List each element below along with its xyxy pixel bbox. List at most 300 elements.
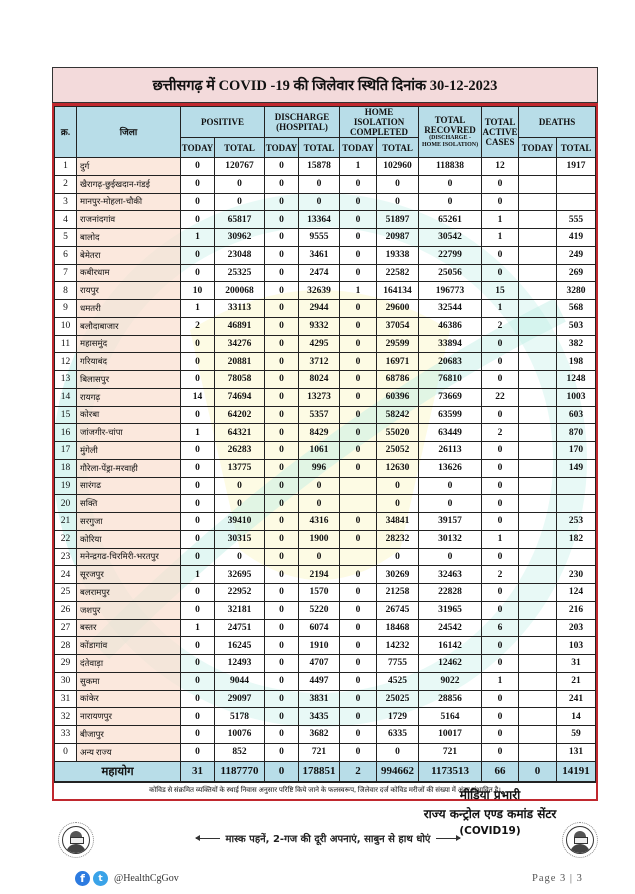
row-district: दुर्ग xyxy=(77,158,181,176)
row-district: गरियाबंद xyxy=(77,353,181,371)
cell-pos-total: 30962 xyxy=(215,229,265,247)
cell-dis-today: 0 xyxy=(265,566,299,584)
cell-death-today xyxy=(519,708,557,726)
cell-dis-total: 2944 xyxy=(299,300,340,318)
cell-pos-today: 14 xyxy=(181,388,215,406)
header-discharge: DISCHARGE (HOSPITAL) xyxy=(265,107,340,138)
cell-dis-today: 0 xyxy=(265,743,299,761)
cell-pos-today: 10 xyxy=(181,282,215,300)
cell-pos-total: 0 xyxy=(215,193,265,211)
cell-active: 0 xyxy=(482,548,519,566)
cell-dis-today: 0 xyxy=(265,513,299,531)
cell-recovered: 721 xyxy=(419,743,482,761)
cell-hi-total: 14232 xyxy=(377,637,419,655)
row-sn: 7 xyxy=(55,264,77,282)
cell-dis-today: 0 xyxy=(265,548,299,566)
row-sn: 11 xyxy=(55,335,77,353)
header-total-recovered xyxy=(419,107,482,158)
cell-active: 0 xyxy=(482,726,519,744)
row-sn: 30 xyxy=(55,672,77,690)
header-deaths: DEATHS xyxy=(519,107,596,138)
cell-dis-total: 4497 xyxy=(299,672,340,690)
cell-pos-today: 0 xyxy=(181,601,215,619)
cell-hi-today: 0 xyxy=(340,619,377,637)
cell-death-today xyxy=(519,513,557,531)
cell-hi-total: 29600 xyxy=(377,300,419,318)
cell-pos-today: 0 xyxy=(181,690,215,708)
cell-active: 0 xyxy=(482,459,519,477)
cell-pos-today: 0 xyxy=(181,743,215,761)
table-row xyxy=(55,708,596,726)
cell-hi-total: 34841 xyxy=(377,513,419,531)
cell-hi-today: 0 xyxy=(340,175,377,193)
row-district: कोंडागांव xyxy=(77,637,181,655)
table-row xyxy=(55,175,596,193)
cell-dis-total: 0 xyxy=(299,548,340,566)
cell-dis-today: 0 xyxy=(265,726,299,744)
cell-recovered: 39157 xyxy=(419,513,482,531)
cell-active: 1 xyxy=(482,229,519,247)
cell-death-today xyxy=(519,584,557,602)
table-row xyxy=(55,388,596,406)
cell-dis-total: 4316 xyxy=(299,513,340,531)
cell-active: 2 xyxy=(482,424,519,442)
cell-dis-total: 6074 xyxy=(299,619,340,637)
row-district: रायपुर xyxy=(77,282,181,300)
cell-hi-total: 28232 xyxy=(377,530,419,548)
cell-pos-total: 29097 xyxy=(215,690,265,708)
cell-recovered: 5164 xyxy=(419,708,482,726)
cell-death-total: 14 xyxy=(557,708,596,726)
row-sn: 13 xyxy=(55,371,77,389)
cell-hi-today: 0 xyxy=(340,317,377,335)
row-district: खैरागढ़-छुईखदान-गंडई xyxy=(77,175,181,193)
cell-hi-total: 0 xyxy=(377,495,419,513)
cell-pos-total: 200068 xyxy=(215,282,265,300)
cell-recovered: 118838 xyxy=(419,158,482,176)
row-sn: 26 xyxy=(55,601,77,619)
cell-pos-today: 1 xyxy=(181,229,215,247)
cell-active: 15 xyxy=(482,282,519,300)
cell-death-total: 198 xyxy=(557,353,596,371)
row-sn: 10 xyxy=(55,317,77,335)
cell-hi-today: 0 xyxy=(340,566,377,584)
cell-death-total: 124 xyxy=(557,584,596,602)
header-pos-total: TOTAL xyxy=(215,138,265,158)
cell-death-today xyxy=(519,442,557,460)
cell-pos-today: 0 xyxy=(181,158,215,176)
table-row xyxy=(55,495,596,513)
row-sn: 31 xyxy=(55,690,77,708)
cell-hi-today: 0 xyxy=(340,708,377,726)
row-district: मनेन्द्रगढ-चिरमिरी-भरतपुर xyxy=(77,548,181,566)
cell-pos-total: 34276 xyxy=(215,335,265,353)
row-sn: 1 xyxy=(55,158,77,176)
cell-dis-today: 0 xyxy=(265,477,299,495)
cell-pos-total: 12493 xyxy=(215,655,265,673)
row-sn: 17 xyxy=(55,442,77,460)
cell-active: 2 xyxy=(482,317,519,335)
cell-pos-today: 0 xyxy=(181,672,215,690)
row-district: धमतरी xyxy=(77,300,181,318)
row-district: बस्तर xyxy=(77,619,181,637)
table-row xyxy=(55,672,596,690)
table-row xyxy=(55,513,596,531)
cell-hi-today: 0 xyxy=(340,743,377,761)
row-district: कोरबा xyxy=(77,406,181,424)
cell-recovered: 16142 xyxy=(419,637,482,655)
table-row xyxy=(55,619,596,637)
cell-death-today xyxy=(519,655,557,673)
cell-death-total: 149 xyxy=(557,459,596,477)
cell-recovered: 33894 xyxy=(419,335,482,353)
header-total-active: TOTAL ACTIVE CASES xyxy=(482,107,519,158)
table-row xyxy=(55,690,596,708)
cell-pos-today: 0 xyxy=(181,193,215,211)
cell-pos-total: 30315 xyxy=(215,530,265,548)
cell-death-today xyxy=(519,406,557,424)
table-row xyxy=(55,317,596,335)
cell-pos-total: 5178 xyxy=(215,708,265,726)
cell-active: 0 xyxy=(482,406,519,424)
cell-hi-today: 0 xyxy=(340,655,377,673)
facebook-icon[interactable]: f xyxy=(75,871,90,886)
cell-recovered: 0 xyxy=(419,193,482,211)
social-handle[interactable]: @HealthCgGov xyxy=(114,873,179,884)
cell-dis-total: 996 xyxy=(299,459,340,477)
row-district: महासमुंद xyxy=(77,335,181,353)
cell-death-today xyxy=(519,548,557,566)
table-row xyxy=(55,229,596,247)
cell-death-today xyxy=(519,726,557,744)
row-sn: 23 xyxy=(55,548,77,566)
cell-dis-total: 2474 xyxy=(299,264,340,282)
cell-pos-total: 9044 xyxy=(215,672,265,690)
cell-recovered: 30132 xyxy=(419,530,482,548)
cell-death-total: 3280 xyxy=(557,282,596,300)
media-line-1: मीडिया प्रभारी xyxy=(459,788,521,802)
cell-pos-total: 0 xyxy=(215,495,265,513)
cell-recovered: 63449 xyxy=(419,424,482,442)
cell-pos-total: 46891 xyxy=(215,317,265,335)
header-dis-today: TODAY xyxy=(265,138,299,158)
cell-hi-total: 30269 xyxy=(377,566,419,584)
cell-dis-total: 4707 xyxy=(299,655,340,673)
table-body xyxy=(55,158,596,762)
cell-death-total: 230 xyxy=(557,566,596,584)
table-row xyxy=(55,406,596,424)
header-hi-total: TOTAL xyxy=(377,138,419,158)
cell-hi-today: 0 xyxy=(340,672,377,690)
cell-dis-today: 0 xyxy=(265,264,299,282)
cell-hi-today: 0 xyxy=(340,388,377,406)
cell-active: 6 xyxy=(482,619,519,637)
cell-dis-today: 0 xyxy=(265,459,299,477)
cell-dis-today: 0 xyxy=(265,495,299,513)
table-row xyxy=(55,566,596,584)
media-line-3: (COVID19) xyxy=(459,825,521,837)
cell-dis-total: 0 xyxy=(299,193,340,211)
cell-recovered: 24542 xyxy=(419,619,482,637)
media-line-2: राज्य कन्ट्रोल एण्ड कमांड सेंटर xyxy=(423,807,557,821)
total-label: महायोग xyxy=(55,761,181,781)
header-death-today: TODAY xyxy=(519,138,557,158)
cell-dis-today: 0 xyxy=(265,530,299,548)
cell-dis-today: 0 xyxy=(265,442,299,460)
cell-recovered: 25056 xyxy=(419,264,482,282)
cell-active: 0 xyxy=(482,655,519,673)
cell-dis-total: 1061 xyxy=(299,442,340,460)
row-district: बिलासपुर xyxy=(77,371,181,389)
cell-hi-today: 0 xyxy=(340,371,377,389)
cell-pos-today: 0 xyxy=(181,264,215,282)
arrow-left-icon xyxy=(196,838,220,839)
row-sn: 32 xyxy=(55,708,77,726)
header-total-recovered-label: TOTAL RECOVRED xyxy=(424,115,476,135)
cell-death-today xyxy=(519,566,557,584)
cell-death-today xyxy=(519,335,557,353)
row-district: रायगढ़ xyxy=(77,388,181,406)
cell-dis-today: 0 xyxy=(265,424,299,442)
cell-death-total: 170 xyxy=(557,442,596,460)
row-sn: 9 xyxy=(55,300,77,318)
cell-dis-today: 0 xyxy=(265,584,299,602)
total-pos-total: 1187770 xyxy=(215,761,265,781)
cell-dis-today: 0 xyxy=(265,406,299,424)
cell-death-total xyxy=(557,193,596,211)
cell-dis-total: 3831 xyxy=(299,690,340,708)
cell-hi-total: 19338 xyxy=(377,246,419,264)
cell-hi-total: 164134 xyxy=(377,282,419,300)
table-row xyxy=(55,459,596,477)
cell-recovered: 0 xyxy=(419,175,482,193)
cell-hi-total: 18468 xyxy=(377,619,419,637)
table-row xyxy=(55,300,596,318)
cell-active: 1 xyxy=(482,300,519,318)
cell-dis-today: 0 xyxy=(265,158,299,176)
table-row xyxy=(55,530,596,548)
cell-pos-today: 0 xyxy=(181,708,215,726)
cell-dis-today: 0 xyxy=(265,317,299,335)
row-district: बालोद xyxy=(77,229,181,247)
cell-dis-total: 15878 xyxy=(299,158,340,176)
total-active: 66 xyxy=(482,761,519,781)
cell-pos-today: 0 xyxy=(181,246,215,264)
row-district: सरगुजा xyxy=(77,513,181,531)
total-death-total: 14191 xyxy=(557,761,596,781)
cell-active: 0 xyxy=(482,743,519,761)
cell-recovered: 196773 xyxy=(419,282,482,300)
cell-hi-total: 0 xyxy=(377,743,419,761)
cell-dis-today: 0 xyxy=(265,672,299,690)
cell-death-total: 253 xyxy=(557,513,596,531)
cell-hi-total: 37054 xyxy=(377,317,419,335)
cell-death-today xyxy=(519,619,557,637)
cell-active: 12 xyxy=(482,158,519,176)
cell-dis-total: 13364 xyxy=(299,211,340,229)
cell-death-total: 241 xyxy=(557,690,596,708)
masked-woman-icon xyxy=(58,822,94,858)
cell-active: 0 xyxy=(482,264,519,282)
header-pos-today: TODAY xyxy=(181,138,215,158)
row-district: कबीरधाम xyxy=(77,264,181,282)
table-row xyxy=(55,424,596,442)
cell-active: 0 xyxy=(482,495,519,513)
table-row xyxy=(55,282,596,300)
cell-active: 0 xyxy=(482,353,519,371)
cell-pos-today: 0 xyxy=(181,548,215,566)
cell-death-total: 870 xyxy=(557,424,596,442)
cell-pos-total: 0 xyxy=(215,477,265,495)
total-row xyxy=(55,761,596,781)
cell-recovered: 76810 xyxy=(419,371,482,389)
cell-hi-total: 58242 xyxy=(377,406,419,424)
cell-death-today xyxy=(519,175,557,193)
cell-death-total: 503 xyxy=(557,317,596,335)
header-sn: क्र. xyxy=(55,107,77,158)
page-number: Page 3 | 3 xyxy=(532,873,583,884)
cell-dis-total: 13273 xyxy=(299,388,340,406)
cell-death-total xyxy=(557,175,596,193)
cell-recovered: 32463 xyxy=(419,566,482,584)
slogan-text: मास्क पहनें, 2-गज की दूरी अपनाएं, साबुन से हाथ धोएं xyxy=(225,834,431,845)
cell-hi-total: 25052 xyxy=(377,442,419,460)
cell-active: 0 xyxy=(482,246,519,264)
cell-death-total: 555 xyxy=(557,211,596,229)
cell-pos-today: 0 xyxy=(181,584,215,602)
cell-dis-total: 8024 xyxy=(299,371,340,389)
header-dis-total: TOTAL xyxy=(299,138,340,158)
row-sn: 16 xyxy=(55,424,77,442)
twitter-icon[interactable]: t xyxy=(93,871,108,886)
cell-dis-today: 0 xyxy=(265,637,299,655)
row-sn: 14 xyxy=(55,388,77,406)
row-district: बेमेतरा xyxy=(77,246,181,264)
total-dis-total: 178851 xyxy=(299,761,340,781)
cell-dis-today: 0 xyxy=(265,619,299,637)
row-sn: 8 xyxy=(55,282,77,300)
cell-recovered: 30542 xyxy=(419,229,482,247)
table-row xyxy=(55,193,596,211)
total-death-today: 0 xyxy=(519,761,557,781)
row-district: सक्ति xyxy=(77,495,181,513)
cell-pos-total: 74694 xyxy=(215,388,265,406)
cell-dis-today: 0 xyxy=(265,655,299,673)
cell-hi-total: 55020 xyxy=(377,424,419,442)
cell-dis-total: 2194 xyxy=(299,566,340,584)
cell-pos-today: 1 xyxy=(181,300,215,318)
cell-dis-total: 3712 xyxy=(299,353,340,371)
cell-recovered: 46386 xyxy=(419,317,482,335)
cell-hi-today: 0 xyxy=(340,442,377,460)
footnote: कोविड से संक्रमित व्यक्तियों के स्थाई निवास अनुसार परिष्टि किये जाने के फलस्वरूप, जिलेवार दर्ज कोविड मरीजों की संख्या में अंतर संभावित है। xyxy=(54,782,596,799)
table-row xyxy=(55,637,596,655)
table-row xyxy=(55,335,596,353)
header-positive: POSITIVE xyxy=(181,107,265,138)
cell-recovered: 31965 xyxy=(419,601,482,619)
cell-recovered: 73669 xyxy=(419,388,482,406)
cell-hi-total: 12630 xyxy=(377,459,419,477)
cell-recovered: 9022 xyxy=(419,672,482,690)
cell-death-today xyxy=(519,637,557,655)
cell-pos-total: 22952 xyxy=(215,584,265,602)
cell-death-total: 216 xyxy=(557,601,596,619)
cell-death-today xyxy=(519,264,557,282)
cell-hi-today: 0 xyxy=(340,459,377,477)
cell-recovered: 10017 xyxy=(419,726,482,744)
cell-dis-today: 0 xyxy=(265,282,299,300)
cell-recovered: 13626 xyxy=(419,459,482,477)
cell-death-total: 31 xyxy=(557,655,596,673)
social-links xyxy=(75,871,179,886)
cell-pos-today: 0 xyxy=(181,513,215,531)
cell-recovered: 32544 xyxy=(419,300,482,318)
cell-recovered: 20683 xyxy=(419,353,482,371)
cell-pos-total: 39410 xyxy=(215,513,265,531)
cell-dis-today: 0 xyxy=(265,371,299,389)
cell-dis-total: 1900 xyxy=(299,530,340,548)
cell-dis-total: 1570 xyxy=(299,584,340,602)
cell-dis-total: 1910 xyxy=(299,637,340,655)
cell-active: 0 xyxy=(482,690,519,708)
row-district: सुकमा xyxy=(77,672,181,690)
table-row xyxy=(55,211,596,229)
cell-death-total: 203 xyxy=(557,619,596,637)
cell-death-total: 131 xyxy=(557,743,596,761)
cell-dis-total: 3682 xyxy=(299,726,340,744)
cell-hi-today: 1 xyxy=(340,282,377,300)
table-row xyxy=(55,584,596,602)
cell-dis-today: 0 xyxy=(265,335,299,353)
row-sn: 15 xyxy=(55,406,77,424)
cell-death-today xyxy=(519,317,557,335)
cell-active: 22 xyxy=(482,388,519,406)
cell-pos-today: 0 xyxy=(181,637,215,655)
cell-dis-total: 0 xyxy=(299,175,340,193)
cell-death-today xyxy=(519,158,557,176)
cell-death-total xyxy=(557,495,596,513)
row-district: कोरिया xyxy=(77,530,181,548)
row-district: मानपुर-मोहला-चौकी xyxy=(77,193,181,211)
cell-recovered: 65261 xyxy=(419,211,482,229)
cell-hi-today: 0 xyxy=(340,353,377,371)
cell-hi-today: 0 xyxy=(340,424,377,442)
cell-death-today xyxy=(519,388,557,406)
cell-dis-today: 0 xyxy=(265,175,299,193)
cell-dis-today: 0 xyxy=(265,353,299,371)
cell-active: 0 xyxy=(482,584,519,602)
cell-death-today xyxy=(519,229,557,247)
row-sn: 19 xyxy=(55,477,77,495)
row-sn: 22 xyxy=(55,530,77,548)
cell-death-total: 21 xyxy=(557,672,596,690)
slogan xyxy=(106,831,550,845)
total-dis-today: 0 xyxy=(265,761,299,781)
row-sn: 24 xyxy=(55,566,77,584)
cell-pos-total: 64202 xyxy=(215,406,265,424)
cell-hi-total: 51897 xyxy=(377,211,419,229)
cell-hi-today: 0 xyxy=(340,584,377,602)
cell-dis-total: 4295 xyxy=(299,335,340,353)
cell-hi-today xyxy=(340,495,377,513)
cell-pos-today: 0 xyxy=(181,406,215,424)
total-pos-today: 31 xyxy=(181,761,215,781)
cell-active: 0 xyxy=(482,442,519,460)
table-row xyxy=(55,743,596,761)
cell-active: 2 xyxy=(482,566,519,584)
row-district: सारंगढ xyxy=(77,477,181,495)
row-sn: 29 xyxy=(55,655,77,673)
